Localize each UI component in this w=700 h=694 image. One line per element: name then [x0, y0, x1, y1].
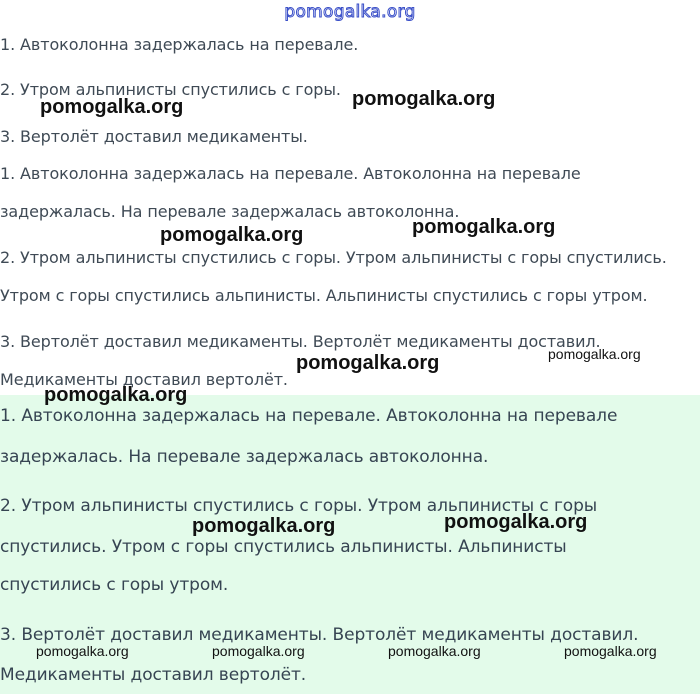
text-line: 1. Автоколонна задержалась на перевале. Автоколонна на перевале — [0, 406, 618, 426]
text-line: 2. Утром альпинисты спустились с горы. Утром альпинисты с горы — [0, 496, 598, 516]
watermark: pomogalka.org — [40, 96, 184, 118]
text-line: спустились. Утром с горы спустились альпинисты. Альпинисты — [0, 537, 567, 557]
text-line: спустились с горы утром. — [0, 575, 229, 595]
watermark: pomogalka.org — [296, 352, 440, 374]
watermark: pomogalka.org — [212, 643, 305, 659]
text-line: 3. Вертолёт доставил медикаменты. Вертолёт медикаменты доставил. — [0, 332, 601, 351]
watermark: pomogalka.org — [44, 384, 188, 406]
text-line: Медикаменты доставил вертолёт. — [0, 665, 307, 685]
text-line: 1. Автоколонна задержалась на перевале. Автоколонна на перевале — [0, 164, 581, 183]
text-line: 1. Автоколонна задержалась на перевале. — [0, 35, 359, 54]
text-line: 3. Вертолёт доставил медикаменты. Вертолёт медикаменты доставил. — [0, 625, 639, 645]
watermark: pomogalka.org — [548, 346, 641, 362]
watermark: pomogalka.org — [444, 511, 588, 533]
watermark: pomogalka.org — [160, 224, 304, 246]
text-line: задержалась. На перевале задержалась автоколонна. — [0, 447, 489, 467]
text-line: задержалась. На перевале задержалась автоколонна. — [0, 202, 460, 221]
watermark: pomogalka.org — [412, 216, 556, 238]
watermark: pomogalka.org — [192, 515, 336, 537]
watermark: pomogalka.org — [352, 88, 496, 110]
text-line: 2. Утром альпинисты спустились с горы. — [0, 80, 341, 99]
text-line: 3. Вертолёт доставил медикаменты. — [0, 127, 308, 146]
header-watermark: pomogalka.org — [284, 2, 416, 22]
watermark: pomogalka.org — [36, 643, 129, 659]
watermark: pomogalka.org — [564, 643, 657, 659]
text-line: 2. Утром альпинисты спустились с горы. Утром альпинисты с горы спустились. — [0, 248, 667, 267]
text-line: Медикаменты доставил вертолёт. — [0, 370, 288, 389]
watermark: pomogalka.org — [388, 643, 481, 659]
text-line: Утром с горы спустились альпинисты. Альпинисты спустились с горы утром. — [0, 286, 648, 305]
